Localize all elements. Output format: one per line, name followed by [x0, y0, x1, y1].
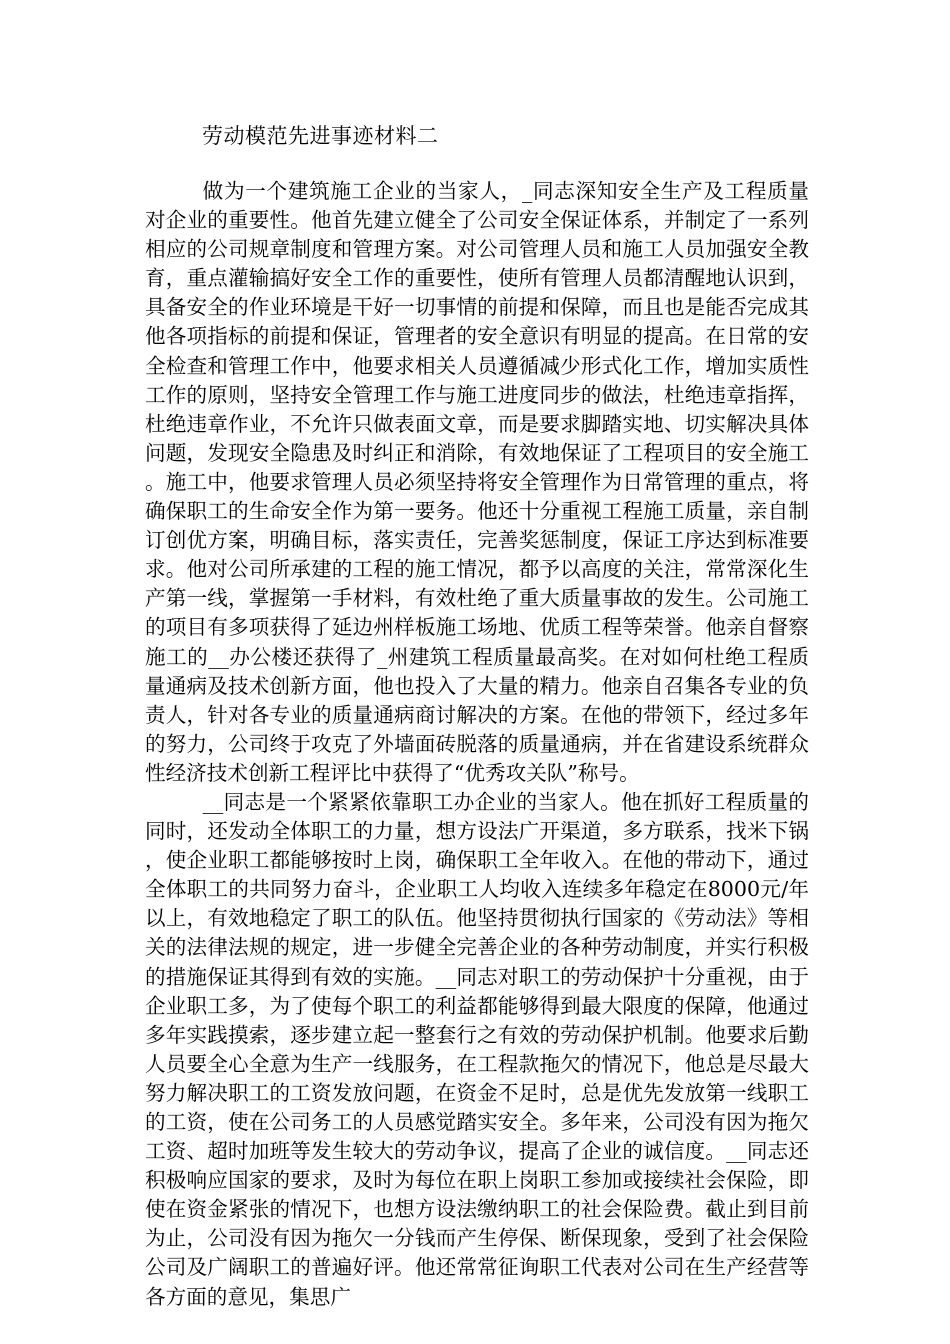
paragraph-workers-welfare: __同志是一个紧紧依靠职工办企业的当家人。他在抓好工程质量的同时，还发动全体职工的力量，想方设法广开渠道，多方联系，找米下锅，使企业职工都能够按时上岗，确保职工全年收入。在他的带动下，通过全体职工的共同努力奋斗，企业职工人均收入连续多年稳定在8000元/年以上，有效地稳定了职工的队伍。他坚持贯彻执行国家的《劳动法》等相关的法律法规的规定，进一步健全完善企业的各种劳动制度，并实行积极的措施保证其得到有效的实施。__同志对职工的劳动保护十分重视，由于企业职工多，为了使每个职工的利益都能够得到最大限度的保障，他通过多年实践摸索，逐步建立起一整套行之有效的劳动保护机制。他要求后勤人员要全心全意为生产一线服务，在工程款拖欠的情况下，他总是尽最大努力解决职工的工资发放问题，在资金不足时，总是优先发放第一线职工的工资，使在公司务工的人员感觉踏实安全。多年来，公司没有因为拖欠工资、超时加班等发生较大的劳动争议，提高了企业的诚信度。__同志还积极响应国家的要求，及时为每位在职上岗职工参加或接续社会保险，即使在资金紧张的情况下，也想方设法缴纳职工的社会保险费。截止到目前为止，公司没有因为拖欠一分钱而产生停保、断保现象，受到了社会保险公司及广阔职工的普遍好评。他还常常征询职工代表对公司在生产经营等各方面的意见，集思广: [145, 789, 809, 1309]
paragraph-safety-quality: 做为一个建筑施工企业的当家人，_同志深知安全生产及工程质量对企业的重要性。他首先建立健全了公司安全保证体系，并制定了一系列相应的公司规章制度和管理方案。对公司管理人员和施工人员加强安全教育，重点灌输搞好安全工作的重要性，使所有管理人员都清醒地认识到，具备安全的作业环境是干好一切事情的前提和保障，而且也是能否完成其他各项指标的前提和保证，管理者的安全意识有明显的提高。在日常的安全检查和管理工作中，他要求相关人员遵循减少形式化工作，增加实质性工作的原则，坚持安全管理工作与施工进度同步的做法，杜绝违章指挥，杜绝违章作业，不允许只做表面文章，而是要求脚踏实地、切实解决具体问题，发现安全隐患及时纠正和消除，有效地保证了工程项目的安全施工。施工中，他要求管理人员必须坚持将安全管理作为日常管理的重点，将确保职工的生命安全作为第一要务。他还十分重视工程施工质量，亲自制订创优方案，明确目标，落实责任，完善奖惩制度，保证工序达到标准要求。他对公司所承建的工程的施工情况，都予以高度的关注，常常深化生产第一线，掌握第一手材料，有效杜绝了重大质量事故的发生。公司施工的项目有多项获得了延边州样板施工场地、优质工程等荣誉。他亲自督察施工的__办公楼还获得了_州建筑工程质量最高奖。在对如何杜绝工程质量通病及技术创新方面，他也投入了大量的精力。他亲自召集各专业的负责人，针对各专业的质量通病商讨解决的方案。在他的带领下，经过多年的努力，公司终于攻克了外墙面砖脱落的质量通病，并在省建设系统群众性经济技术创新工程评比中获得了“优秀攻关队”称号。: [145, 179, 809, 785]
document-title: 劳动模范先进事迹材料二: [202, 124, 439, 148]
document-page: [145, 122, 809, 1312]
